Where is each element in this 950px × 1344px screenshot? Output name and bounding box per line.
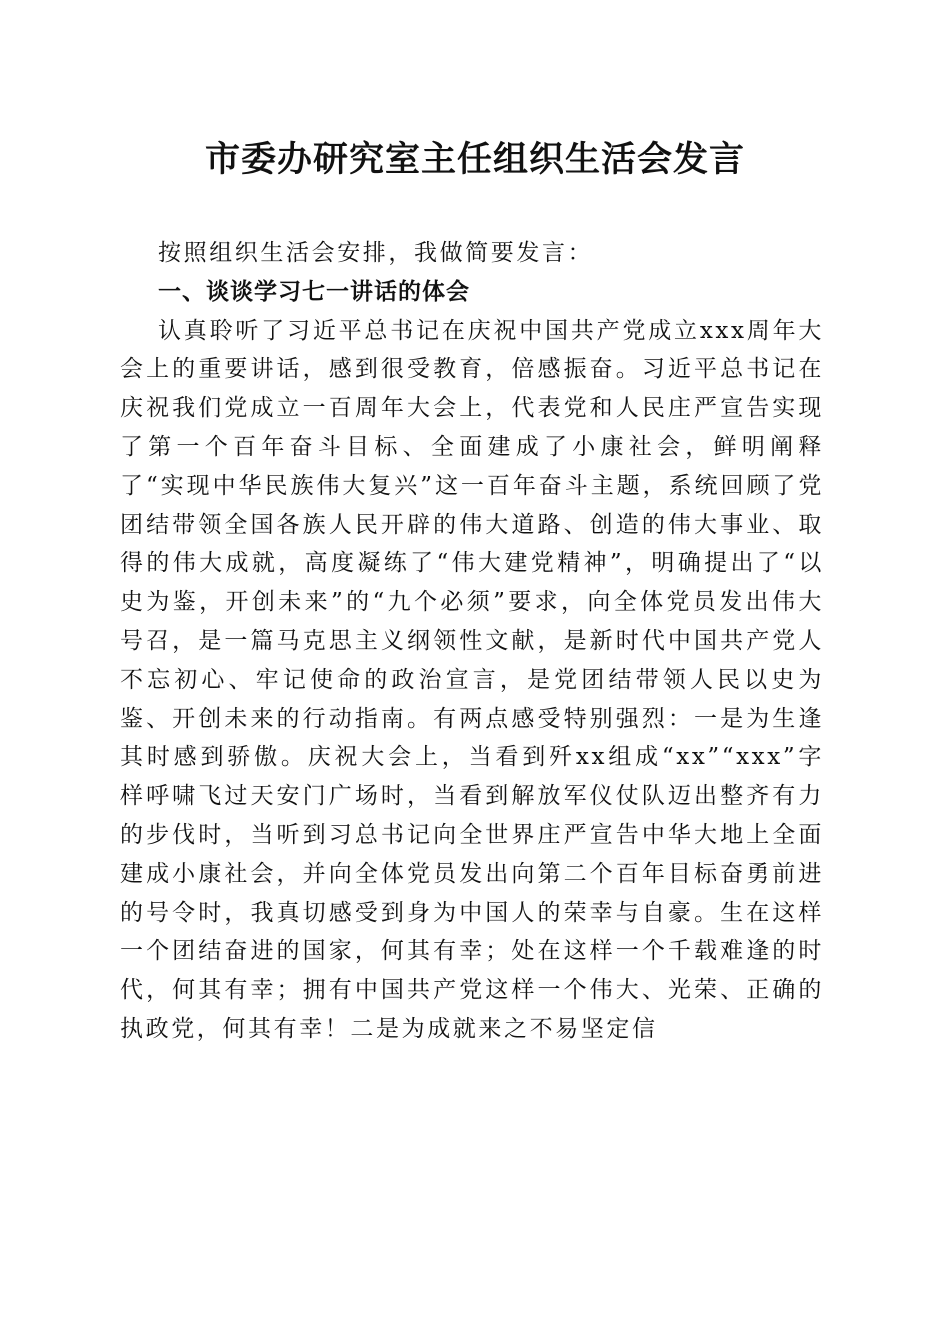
intro-paragraph: 按照组织生活会安排，我做简要发言： <box>158 240 594 266</box>
body-paragraph: 认真聆听了习近平总书记在庆祝中国共产党成立xxx周年大会上的重要讲话，感到很受教育，倍感振奋。习近平总书记在庆祝我们党成立一百周年大会上，代表党和人民庄严宣告实现了第一个百年奋斗目标、全面建成了小康社会，鲜明阐释了“实现中华民族伟大复兴”这一百年奋斗主题，系统回顾了党团结带领全国各族人民开辟的伟大道路、创造的伟大事业、取得的伟大成就，高度凝练了“伟大建党精神”，明确提出了“以史为鉴，开创未来”的“九个必须”要求，向全体党员发出伟大号召，是一篇马克思主义纲领性文献，是新时代中国共产党人不忘初心、牢记使命的政治宣言，是党团结带领人民以史为鉴、开创未来的行动指南。有两点感受特别强烈：一是为生逢其时感到骄傲。庆祝大会上，当看到歼xx组成“xx”“xxx”字样呼啸飞过天安门广场时，当看到解放军仪仗队迈出整齐有力的步伐时，当听到习总书记向全世界庄严宣告中华大地上全面建成小康社会，并向全体党员发出向第二个百年目标奋勇前进的号令时，我真切感受到身为中国人的荣幸与自豪。生在这样一个团结奋进的国家，何其有幸；处在这样一个千载难逢的时代，何其有幸；拥有中国共产党这样一个伟大、光荣、正确的执政党，何其有幸！二是为成就来之不易坚定信 <box>120 317 824 1042</box>
document-title: 市委办研究室主任组织生活会发言 <box>204 139 745 180</box>
section-heading: 一、谈谈学习七一讲话的体会 <box>158 278 470 305</box>
document-body <box>120 234 824 1049</box>
